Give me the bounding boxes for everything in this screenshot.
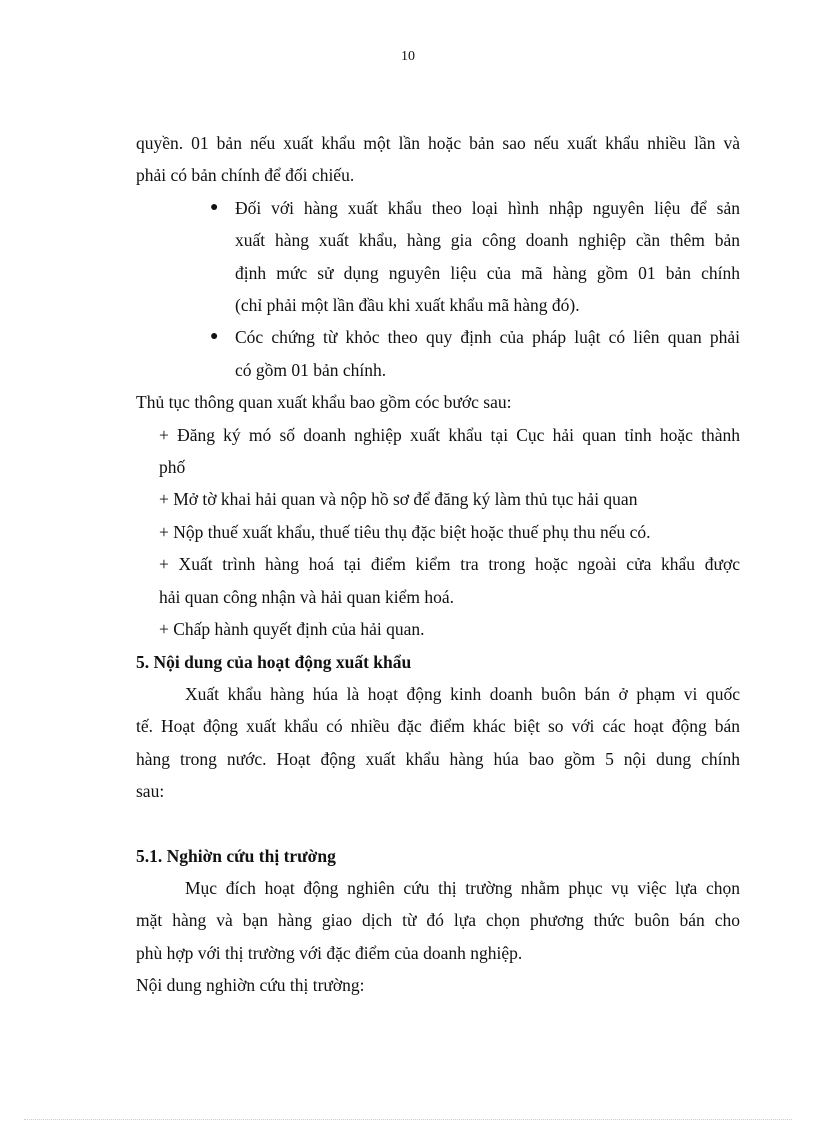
bullet-line: Đối với hàng xuất khẩu theo loại hình nhập nguyên liệu để sản [235, 197, 740, 218]
subsection-heading: 5.1. Nghiờn cứu thị trường [136, 845, 336, 866]
bullet-dot-icon: ● [210, 199, 219, 215]
bullet-item [210, 321, 740, 386]
step-line: + Chấp hành quyết định của hải quan. [159, 619, 425, 640]
section-line: sau: [136, 781, 165, 802]
step-line: hải quan công nhận và hải quan kiểm hoá. [159, 586, 454, 607]
step-line: + Mở tờ khai hải quan và nộp hồ sơ để đăng ký làm thủ tục hải quan [159, 489, 638, 510]
step-line: phố [159, 457, 186, 478]
procedure-steps [136, 419, 740, 646]
procedure-intro: Thủ tục thông quan xuất khẩu bao gồm cóc bước sau: [136, 392, 512, 413]
subsection-closing: Nội dung nghiờn cứu thị trường: [136, 975, 365, 996]
spacer [136, 808, 740, 840]
intro-line: phải có bản chính để đối chiếu. [136, 165, 355, 186]
page-number: 10 [401, 49, 415, 64]
bullet-line: xuất hàng xuất khẩu, hàng gia công doanh nghiệp cần thêm bản [235, 230, 740, 251]
subsection-line: Mục đích hoạt động nghiên cứu thị trường nhằm phục vụ việc lựa chọn [185, 877, 740, 898]
bullet-line: định mức sử dụng nguyên liệu của mã hàng gồm 01 bản chính [235, 262, 740, 283]
subsection-line: mặt hàng và bạn hàng giao dịch từ đó lựa chọn phương thức buôn bán cho [136, 910, 740, 931]
page-bottom-divider [24, 1119, 792, 1120]
step-line: + Nộp thuế xuất khẩu, thuế tiêu thụ đặc biệt hoặc thuế phụ thu nếu có. [159, 521, 651, 542]
document-body [136, 127, 740, 1002]
section-heading: 5. Nội dung của hoạt động xuất khẩu [136, 651, 412, 672]
section-line: tế. Hoạt động xuất khẩu có nhiều đặc điểm khác biệt so với các hoạt động bán [136, 716, 740, 737]
bullet-list [136, 192, 740, 386]
bullet-item [210, 192, 740, 322]
step-line: + Xuất trình hàng hoá tại điểm kiểm tra trong hoặc ngoài cửa khẩu được [159, 554, 740, 575]
subsection-line: phù hợp với thị trường với đặc điểm của doanh nghiệp. [136, 942, 523, 963]
section-line: Xuất khẩu hàng húa là hoạt động kinh doanh buôn bán ở phạm vi quốc [185, 683, 740, 704]
bullet-line: Cóc chứng từ khỏc theo quy định của pháp luật có liên quan phải [235, 327, 740, 348]
step-line: + Đăng ký mó số doanh nghiệp xuất khẩu tại Cục hải quan tỉnh hoặc thành [159, 424, 740, 445]
bullet-dot-icon: ● [210, 329, 219, 345]
bullet-line: có gồm 01 bản chính. [235, 359, 387, 380]
section-line: hàng trong nước. Hoạt động xuất khẩu hàng húa bao gồm 5 nội dung chính [136, 748, 740, 769]
bullet-line: (chỉ phải một lần đầu khi xuất khẩu mã hàng đó). [235, 295, 580, 316]
intro-line: quyền. 01 bản nếu xuất khẩu một lần hoặc bản sao nếu xuất khẩu nhiều lần và [136, 133, 740, 153]
